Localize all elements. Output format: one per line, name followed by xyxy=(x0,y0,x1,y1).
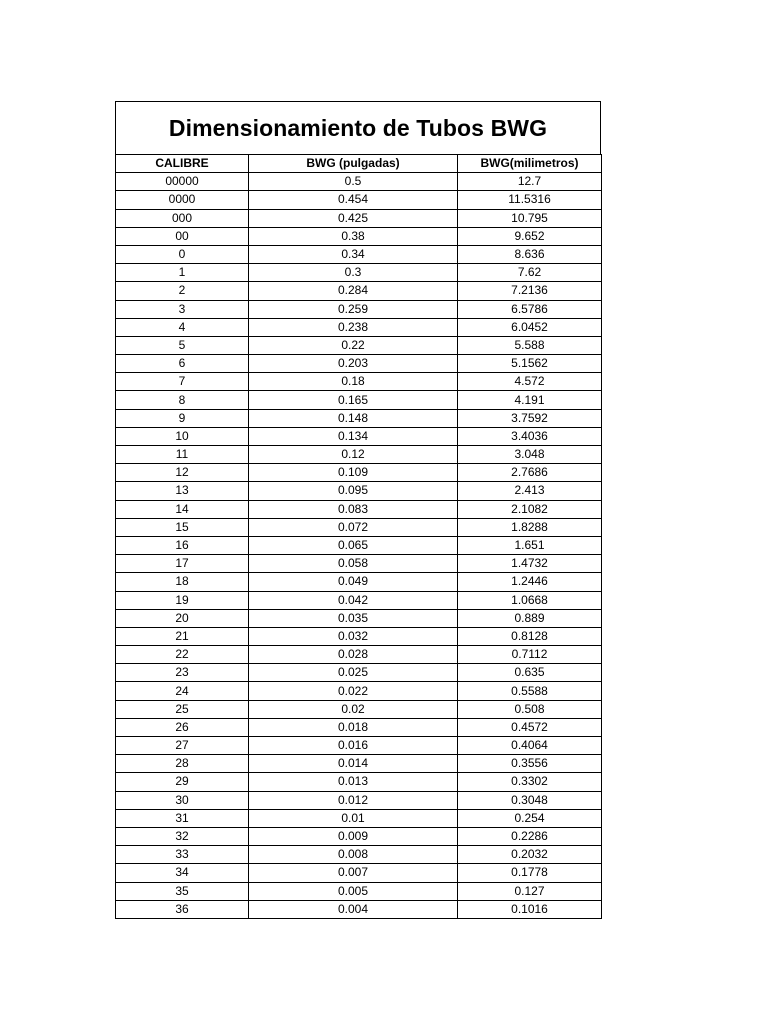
cell-calibre: 35 xyxy=(116,882,249,900)
cell-bwg-mm: 0.127 xyxy=(458,882,602,900)
cell-bwg-inches: 0.5 xyxy=(249,173,458,191)
cell-bwg-mm: 2.413 xyxy=(458,482,602,500)
cell-bwg-inches: 0.083 xyxy=(249,500,458,518)
cell-calibre: 12 xyxy=(116,464,249,482)
table-row xyxy=(116,864,602,882)
cell-bwg-inches: 0.009 xyxy=(249,827,458,845)
table-header xyxy=(116,155,602,173)
cell-bwg-inches: 0.065 xyxy=(249,536,458,554)
cell-bwg-inches: 0.134 xyxy=(249,427,458,445)
cell-bwg-inches: 0.02 xyxy=(249,700,458,718)
cell-bwg-inches: 0.016 xyxy=(249,737,458,755)
table-row xyxy=(116,482,602,500)
cell-calibre: 32 xyxy=(116,827,249,845)
cell-calibre: 3 xyxy=(116,300,249,318)
cell-bwg-mm: 3.7592 xyxy=(458,409,602,427)
cell-bwg-mm: 1.8288 xyxy=(458,518,602,536)
cell-bwg-mm: 2.7686 xyxy=(458,464,602,482)
cell-bwg-mm: 5.1562 xyxy=(458,355,602,373)
table-row xyxy=(116,245,602,263)
table-row xyxy=(116,227,602,245)
cell-calibre: 10 xyxy=(116,427,249,445)
header-bwg-mm: BWG(milimetros) xyxy=(458,155,602,173)
cell-bwg-mm: 0.635 xyxy=(458,664,602,682)
cell-bwg-inches: 0.34 xyxy=(249,245,458,263)
cell-calibre: 5 xyxy=(116,336,249,354)
cell-calibre: 18 xyxy=(116,573,249,591)
cell-bwg-inches: 0.109 xyxy=(249,464,458,482)
cell-bwg-inches: 0.072 xyxy=(249,518,458,536)
cell-bwg-inches: 0.3 xyxy=(249,264,458,282)
cell-calibre: 19 xyxy=(116,591,249,609)
cell-bwg-inches: 0.028 xyxy=(249,646,458,664)
cell-bwg-inches: 0.049 xyxy=(249,573,458,591)
cell-bwg-inches: 0.013 xyxy=(249,773,458,791)
table-row xyxy=(116,646,602,664)
table-row xyxy=(116,427,602,445)
cell-calibre: 29 xyxy=(116,773,249,791)
cell-calibre: 15 xyxy=(116,518,249,536)
table-row xyxy=(116,336,602,354)
table-row xyxy=(116,373,602,391)
cell-calibre: 31 xyxy=(116,809,249,827)
table-row xyxy=(116,264,602,282)
cell-calibre: 23 xyxy=(116,664,249,682)
cell-bwg-inches: 0.018 xyxy=(249,718,458,736)
cell-bwg-inches: 0.035 xyxy=(249,609,458,627)
document-title: Dimensionamiento de Tubos BWG xyxy=(168,114,548,141)
cell-calibre: 36 xyxy=(116,900,249,918)
cell-calibre: 4 xyxy=(116,318,249,336)
cell-calibre: 6 xyxy=(116,355,249,373)
table-row xyxy=(116,609,602,627)
cell-bwg-mm: 3.048 xyxy=(458,446,602,464)
cell-calibre: 28 xyxy=(116,755,249,773)
cell-bwg-mm: 0.3302 xyxy=(458,773,602,791)
cell-calibre: 1 xyxy=(116,264,249,282)
cell-calibre: 33 xyxy=(116,846,249,864)
cell-calibre: 34 xyxy=(116,864,249,882)
cell-bwg-inches: 0.014 xyxy=(249,755,458,773)
cell-bwg-mm: 6.5786 xyxy=(458,300,602,318)
cell-bwg-mm: 3.4036 xyxy=(458,427,602,445)
cell-calibre: 17 xyxy=(116,555,249,573)
table-row xyxy=(116,555,602,573)
table-row xyxy=(116,664,602,682)
table-row xyxy=(116,464,602,482)
cell-bwg-mm: 0.889 xyxy=(458,609,602,627)
table-row xyxy=(116,700,602,718)
table-row xyxy=(116,209,602,227)
cell-bwg-inches: 0.425 xyxy=(249,209,458,227)
cell-bwg-inches: 0.005 xyxy=(249,882,458,900)
table-row xyxy=(116,536,602,554)
cell-bwg-inches: 0.012 xyxy=(249,791,458,809)
table-row xyxy=(116,282,602,300)
cell-bwg-mm: 0.3048 xyxy=(458,791,602,809)
cell-calibre: 11 xyxy=(116,446,249,464)
cell-bwg-mm: 0.254 xyxy=(458,809,602,827)
cell-bwg-mm: 0.3556 xyxy=(458,755,602,773)
cell-calibre: 24 xyxy=(116,682,249,700)
cell-bwg-inches: 0.008 xyxy=(249,846,458,864)
header-calibre: CALIBRE xyxy=(116,155,249,173)
cell-bwg-mm: 0.1778 xyxy=(458,864,602,882)
cell-bwg-mm: 10.795 xyxy=(458,209,602,227)
cell-calibre: 30 xyxy=(116,791,249,809)
table-row xyxy=(116,791,602,809)
cell-calibre: 20 xyxy=(116,609,249,627)
cell-calibre: 9 xyxy=(116,409,249,427)
table-row xyxy=(116,409,602,427)
cell-calibre: 000 xyxy=(116,209,249,227)
cell-calibre: 8 xyxy=(116,391,249,409)
table-row xyxy=(116,191,602,209)
cell-bwg-mm: 6.0452 xyxy=(458,318,602,336)
cell-bwg-mm: 0.2286 xyxy=(458,827,602,845)
table-row xyxy=(116,318,602,336)
cell-bwg-inches: 0.032 xyxy=(249,627,458,645)
cell-bwg-mm: 1.2446 xyxy=(458,573,602,591)
cell-calibre: 0 xyxy=(116,245,249,263)
cell-calibre: 26 xyxy=(116,718,249,736)
cell-bwg-inches: 0.004 xyxy=(249,900,458,918)
cell-calibre: 27 xyxy=(116,737,249,755)
cell-bwg-mm: 0.2032 xyxy=(458,846,602,864)
cell-bwg-mm: 9.652 xyxy=(458,227,602,245)
cell-bwg-inches: 0.042 xyxy=(249,591,458,609)
cell-bwg-mm: 1.0668 xyxy=(458,591,602,609)
cell-bwg-mm: 5.588 xyxy=(458,336,602,354)
cell-bwg-mm: 7.2136 xyxy=(458,282,602,300)
cell-calibre: 22 xyxy=(116,646,249,664)
table-row xyxy=(116,518,602,536)
table-row xyxy=(116,846,602,864)
cell-bwg-inches: 0.22 xyxy=(249,336,458,354)
table-row xyxy=(116,682,602,700)
cell-bwg-mm: 1.4732 xyxy=(458,555,602,573)
cell-bwg-inches: 0.095 xyxy=(249,482,458,500)
cell-calibre: 00 xyxy=(116,227,249,245)
header-bwg-inches: BWG (pulgadas) xyxy=(249,155,458,173)
cell-bwg-mm: 0.5588 xyxy=(458,682,602,700)
table-row xyxy=(116,391,602,409)
cell-bwg-inches: 0.165 xyxy=(249,391,458,409)
table-row xyxy=(116,718,602,736)
bwg-table xyxy=(115,154,602,919)
cell-bwg-mm: 8.636 xyxy=(458,245,602,263)
table-row xyxy=(116,827,602,845)
cell-calibre: 13 xyxy=(116,482,249,500)
cell-calibre: 14 xyxy=(116,500,249,518)
cell-bwg-mm: 7.62 xyxy=(458,264,602,282)
cell-bwg-mm: 2.1082 xyxy=(458,500,602,518)
cell-bwg-inches: 0.01 xyxy=(249,809,458,827)
table-row xyxy=(116,500,602,518)
cell-bwg-inches: 0.12 xyxy=(249,446,458,464)
table-row xyxy=(116,809,602,827)
table-body xyxy=(116,173,602,919)
table-row xyxy=(116,900,602,918)
table-row xyxy=(116,773,602,791)
cell-calibre: 7 xyxy=(116,373,249,391)
cell-bwg-inches: 0.203 xyxy=(249,355,458,373)
table-row xyxy=(116,573,602,591)
cell-bwg-inches: 0.38 xyxy=(249,227,458,245)
cell-bwg-mm: 0.4064 xyxy=(458,737,602,755)
table-row xyxy=(116,355,602,373)
bwg-sheet xyxy=(115,101,601,919)
cell-bwg-mm: 0.1016 xyxy=(458,900,602,918)
table-row xyxy=(116,627,602,645)
cell-bwg-inches: 0.454 xyxy=(249,191,458,209)
cell-bwg-mm: 4.191 xyxy=(458,391,602,409)
table-row xyxy=(116,882,602,900)
cell-bwg-inches: 0.18 xyxy=(249,373,458,391)
cell-bwg-inches: 0.259 xyxy=(249,300,458,318)
cell-bwg-mm: 12.7 xyxy=(458,173,602,191)
cell-calibre: 21 xyxy=(116,627,249,645)
cell-calibre: 16 xyxy=(116,536,249,554)
table-row xyxy=(116,737,602,755)
cell-calibre: 0000 xyxy=(116,191,249,209)
cell-bwg-mm: 0.8128 xyxy=(458,627,602,645)
title-cell xyxy=(115,101,601,154)
cell-bwg-mm: 0.4572 xyxy=(458,718,602,736)
cell-bwg-mm: 4.572 xyxy=(458,373,602,391)
cell-bwg-inches: 0.007 xyxy=(249,864,458,882)
cell-bwg-inches: 0.058 xyxy=(249,555,458,573)
cell-bwg-mm: 11.5316 xyxy=(458,191,602,209)
cell-bwg-inches: 0.025 xyxy=(249,664,458,682)
cell-bwg-mm: 1.651 xyxy=(458,536,602,554)
cell-calibre: 25 xyxy=(116,700,249,718)
cell-bwg-inches: 0.022 xyxy=(249,682,458,700)
cell-bwg-mm: 0.508 xyxy=(458,700,602,718)
cell-bwg-inches: 0.238 xyxy=(249,318,458,336)
table-row xyxy=(116,446,602,464)
table-row xyxy=(116,591,602,609)
cell-calibre: 2 xyxy=(116,282,249,300)
table-row xyxy=(116,300,602,318)
cell-calibre: 00000 xyxy=(116,173,249,191)
cell-bwg-mm: 0.7112 xyxy=(458,646,602,664)
header-row xyxy=(116,155,602,173)
cell-bwg-inches: 0.284 xyxy=(249,282,458,300)
table-row xyxy=(116,755,602,773)
cell-bwg-inches: 0.148 xyxy=(249,409,458,427)
table-row xyxy=(116,173,602,191)
